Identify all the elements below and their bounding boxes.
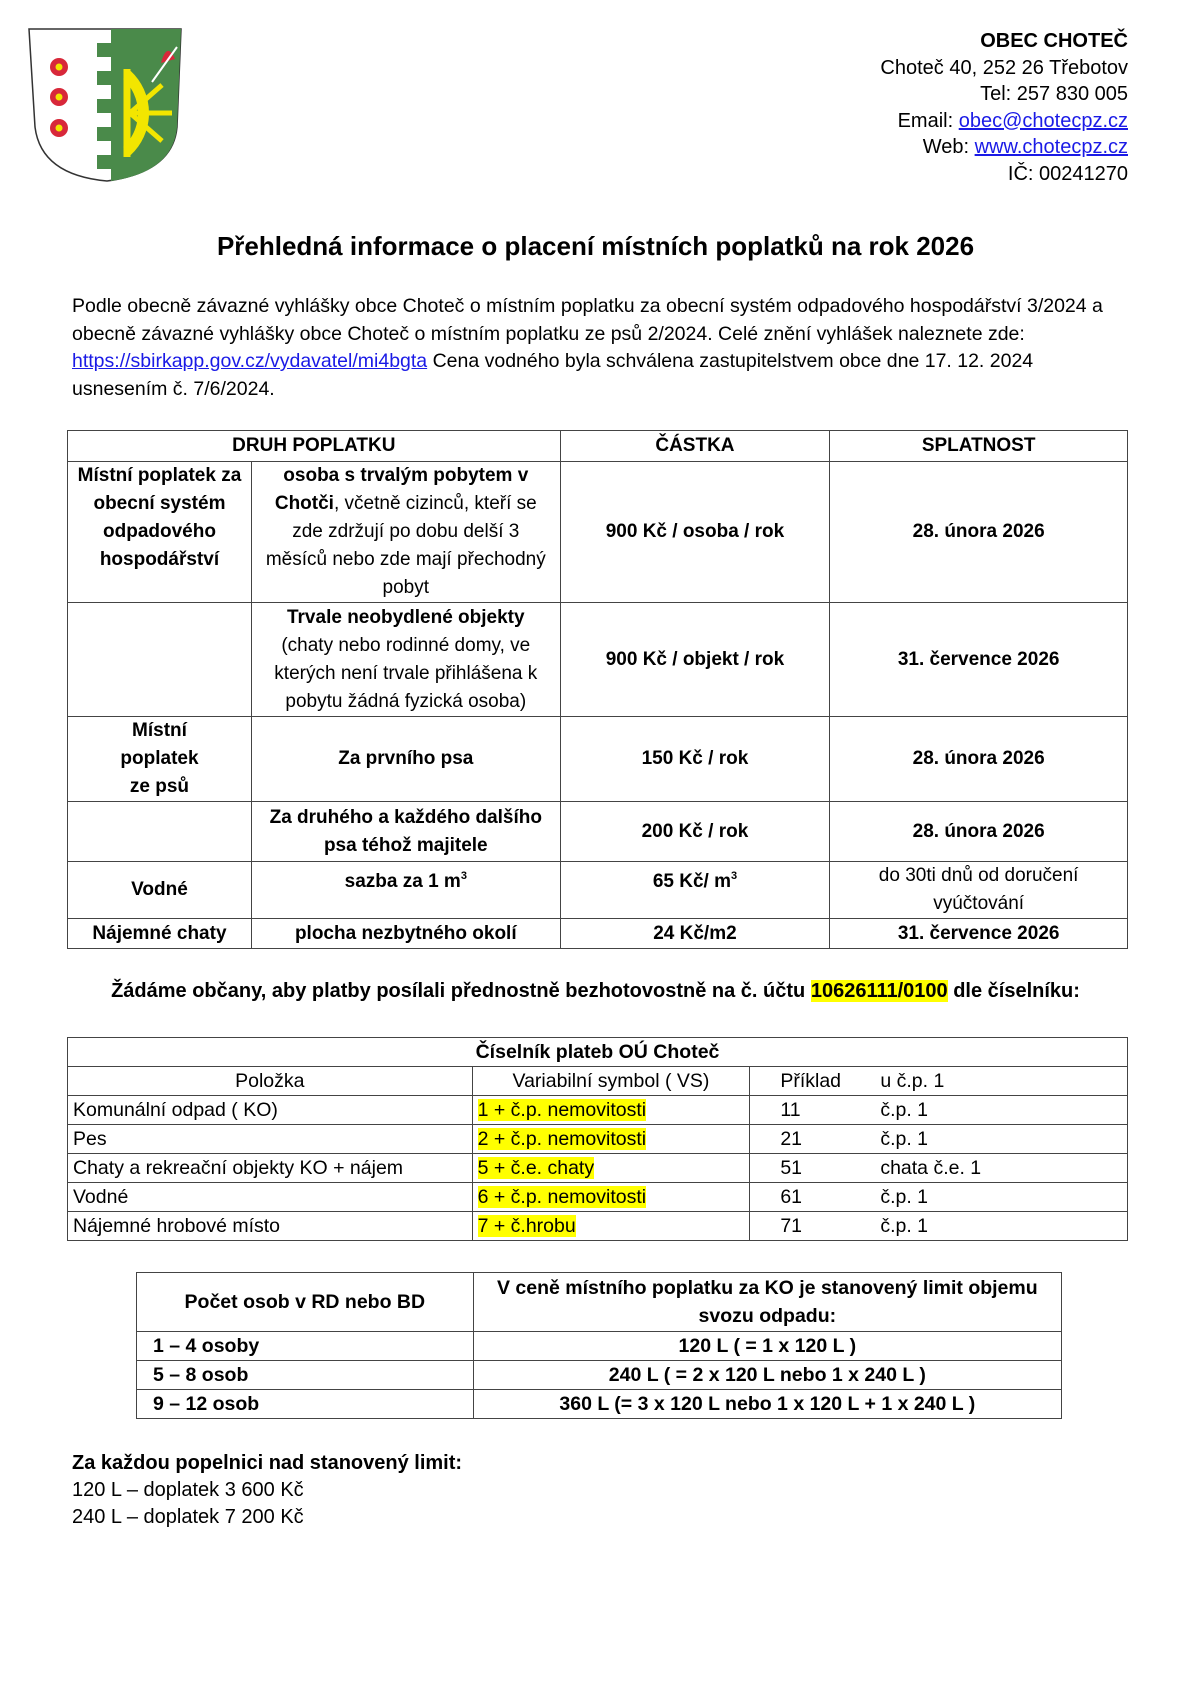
code-example-ref: č.p. 1 (880, 1127, 929, 1150)
table-row (137, 1332, 1062, 1361)
bank-account-number: 10626111/0100 (810, 980, 948, 1002)
fee-description-rest: , včetně cizinců, kteří se zde zdržují po dobu delší 3 měsíců nebo zde mají přechodný pobyt (265, 493, 546, 598)
table-row (68, 862, 1128, 919)
code-example-value: 71 (780, 1214, 803, 1237)
header-fee-type: DRUH POPLATKU (68, 431, 561, 462)
code-item: Chaty a rekreační objekty KO + nájem (68, 1154, 473, 1183)
fees-table (67, 430, 1128, 949)
web-link[interactable]: www.chotecpz.cz (974, 136, 1128, 158)
web-label: Web: (922, 136, 975, 158)
code-vs-highlight: 7 + č.hrobu (477, 1214, 576, 1237)
fee-due: 28. února 2026 (830, 462, 1128, 603)
fee-amount-text: 65 Kč/ m (652, 871, 731, 892)
fee-amount (560, 862, 830, 919)
fee-description-rest: (chaty nebo rodinné domy, ve kterých není trvale přihlášena k pobytu žádná fyzická osoba) (274, 634, 538, 712)
code-example-ref: č.p. 1 (880, 1185, 929, 1208)
payment-codes-table (67, 1037, 1128, 1241)
fee-description-bold: osoba s trvalým pobytem v Chotči (274, 465, 529, 514)
payment-note-after: dle číselníku: (947, 980, 1080, 1002)
fee-description (251, 462, 560, 603)
code-example-ref: č.p. 1 (880, 1098, 929, 1121)
code-vs-highlight: 2 + č.p. nemovitosti (477, 1127, 647, 1150)
code-item: Pes (68, 1125, 473, 1154)
table-row (68, 1096, 1128, 1125)
limit-volume: 360 L (= 3 x 120 L nebo 1 x 120 L + 1 x 240 L ) (473, 1390, 1061, 1419)
code-example-ref: chata č.e. 1 (880, 1156, 982, 1179)
code-vs (472, 1183, 750, 1212)
limit-persons: 5 – 8 osob (137, 1361, 474, 1390)
fee-category: Vodné (68, 862, 252, 919)
fee-description: Za prvního psa (251, 717, 560, 802)
limit-persons: 1 – 4 osoby (137, 1332, 474, 1361)
table-row (68, 603, 1128, 717)
web-line (880, 134, 1128, 161)
fee-description-bold: sazba za 1 m (344, 871, 461, 892)
fee-category: Místní poplatek ze psů (68, 717, 252, 802)
intro-text-2: Cena vodného byla schválena zastupitelstvem obce dne 17. 12. 2024 usnesením č. 7/6/2024. (72, 350, 1034, 400)
limit-persons: 9 – 12 osob (137, 1390, 474, 1419)
phone: Tel: 257 830 005 (980, 83, 1128, 105)
fee-category (68, 802, 252, 862)
code-example-value: 11 (780, 1098, 801, 1121)
code-vs-highlight: 1 + č.p. nemovitosti (477, 1098, 647, 1121)
code-vs (472, 1096, 750, 1125)
code-example-value: 61 (780, 1185, 803, 1208)
fee-due: do 30ti dnů od doručení vyúčtování (830, 862, 1128, 919)
fee-amount: 200 Kč / rok (560, 802, 830, 862)
superscript: 3 (460, 870, 467, 882)
table-row (68, 717, 1128, 802)
superscript: 3 (730, 870, 738, 882)
fee-description: plocha nezbytného okolí (251, 919, 560, 949)
fees-header-row (68, 431, 1128, 462)
fee-amount: 900 Kč / objekt / rok (560, 603, 830, 717)
code-example-ref: č.p. 1 (880, 1214, 929, 1237)
waste-limits-table (136, 1272, 1062, 1419)
code-vs (472, 1212, 750, 1241)
codes-caption: Číselník plateb OÚ Choteč (68, 1038, 1128, 1067)
table-row (68, 802, 1128, 862)
header-amount: ČÁSTKA (560, 431, 830, 462)
header-due: SPLATNOST (830, 431, 1128, 462)
fee-due: 31. července 2026 (830, 919, 1128, 949)
code-example-value: 51 (780, 1156, 803, 1179)
surcharge-heading: Za každou popelnici nad stanovený limit: (72, 1452, 463, 1474)
code-example-value: 21 (780, 1127, 803, 1150)
company-id: IČ: 00241270 (1007, 162, 1128, 185)
table-row (68, 1125, 1128, 1154)
fee-amount: 900 Kč / osoba / rok (560, 462, 830, 603)
code-item: Vodné (68, 1183, 473, 1212)
address: Choteč 40, 252 26 Třebotov (880, 56, 1128, 79)
code-example (750, 1096, 1128, 1125)
fee-due: 28. února 2026 (830, 802, 1128, 862)
org-name: OBEC CHOTEČ (980, 30, 1128, 52)
fee-description (251, 603, 560, 717)
fee-due: 28. února 2026 (830, 717, 1128, 802)
fee-description: Za druhého a každého dalšího psa téhož majitele (251, 802, 560, 862)
table-row (137, 1361, 1062, 1390)
header-limit: V ceně místního poplatku za KO je stanovený limit objemu svozu odpadu: (473, 1273, 1061, 1332)
surcharge-line: 240 L – doplatek 7 200 Kč (72, 1506, 304, 1528)
fee-description (251, 862, 560, 919)
code-vs (472, 1154, 750, 1183)
code-item: Komunální odpad ( KO) (68, 1096, 473, 1125)
code-vs-highlight: 6 + č.p. nemovitosti (477, 1185, 647, 1208)
limit-volume: 120 L ( = 1 x 120 L ) (473, 1332, 1061, 1361)
email-line (880, 108, 1128, 135)
coat-of-arms-logo (27, 27, 183, 183)
surcharge-notes (72, 1450, 462, 1531)
email-link[interactable]: obec@chotecpz.cz (958, 109, 1128, 132)
table-row (68, 1212, 1128, 1241)
fee-category (68, 603, 252, 717)
code-vs (472, 1125, 750, 1154)
fee-due: 31. července 2026 (830, 603, 1128, 717)
header-example-label: Příklad (780, 1069, 842, 1092)
fee-description-bold: Trvale neobydlené objekty (286, 606, 525, 628)
header-variable-symbol: Variabilní symbol ( VS) (472, 1067, 750, 1096)
fee-category: Nájemné chaty (68, 919, 252, 949)
surcharge-line: 120 L – doplatek 3 600 Kč (72, 1479, 304, 1501)
fee-category: Místní poplatek za obecní systém odpadového hospodářství (68, 462, 252, 603)
page-title: Přehledná informace o placení místních poplatků na rok 2026 (216, 231, 975, 261)
codes-caption-row (68, 1038, 1128, 1067)
header-example-ref: u č.p. 1 (880, 1069, 945, 1092)
header-example (750, 1067, 1128, 1096)
header-persons: Počet osob v RD nebo BD (137, 1273, 474, 1332)
header-item: Položka (68, 1067, 473, 1096)
limit-volume: 240 L ( = 2 x 120 L nebo 1 x 240 L ) (473, 1361, 1061, 1390)
regulations-link[interactable]: https://sbirkapp.gov.cz/vydavatel/mi4bgta (72, 350, 428, 372)
codes-header-row (68, 1067, 1128, 1096)
code-example (750, 1125, 1128, 1154)
fee-amount: 150 Kč / rok (560, 717, 830, 802)
contact-block (880, 28, 1128, 187)
table-row (137, 1390, 1062, 1419)
email-label: Email: (897, 109, 959, 132)
code-example (750, 1212, 1128, 1241)
limits-header-row (137, 1273, 1062, 1332)
code-example (750, 1154, 1128, 1183)
table-row (68, 1154, 1128, 1183)
table-row (68, 1183, 1128, 1212)
code-vs-highlight: 5 + č.e. chaty (477, 1156, 595, 1179)
intro-paragraph (72, 293, 1132, 403)
payment-note-before: Žádáme občany, aby platby posílali přednostně bezhotovostně na č. účtu (111, 980, 811, 1002)
code-example (750, 1183, 1128, 1212)
fee-amount: 24 Kč/m2 (560, 919, 830, 949)
intro-text-1: Podle obecně závazné vyhlášky obce Choteč o místním poplatku za obecní systém odpadového hospodářství 3/2024 a obecně závazné vyhlášky obce Choteč o místním poplatku ze psů 2/2024. Celé znění vyhlášek naleznete zde: (72, 295, 1103, 345)
table-row (68, 919, 1128, 949)
payment-note (0, 980, 1191, 1003)
table-row (68, 462, 1128, 603)
code-item: Nájemné hrobové místo (68, 1212, 473, 1241)
